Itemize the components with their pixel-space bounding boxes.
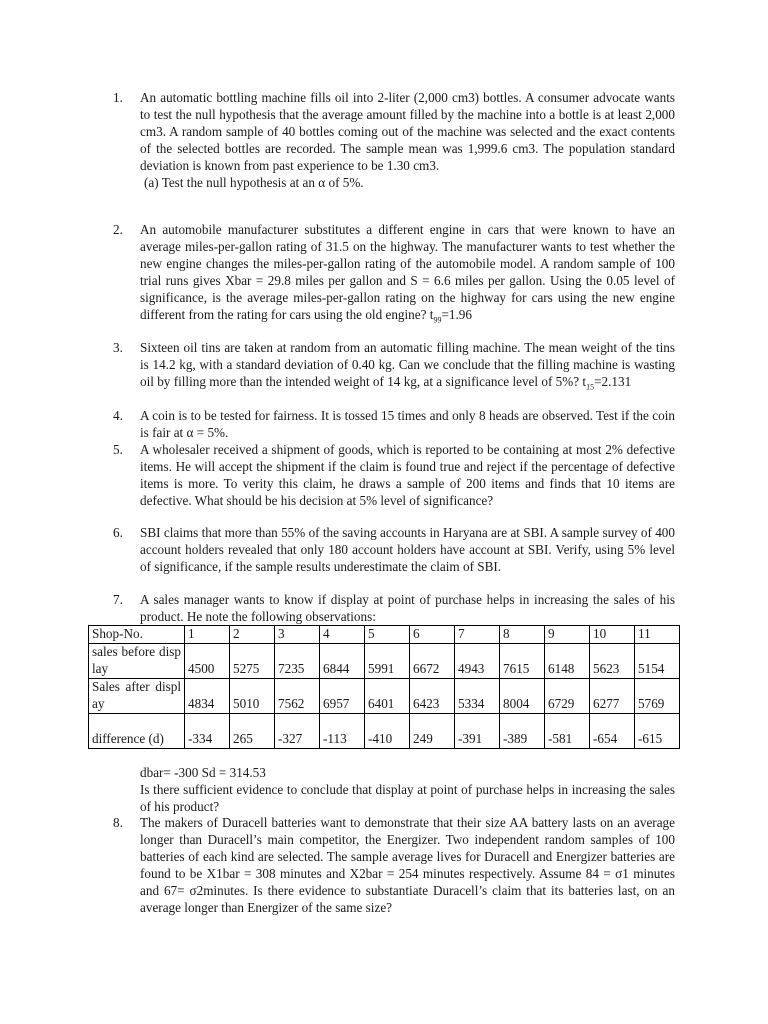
table-cell: 249 bbox=[410, 714, 455, 749]
question-text bbox=[140, 340, 675, 391]
table-cell: 6423 bbox=[410, 679, 455, 714]
table-cell: 5275 bbox=[230, 644, 275, 679]
question-text: An automatic bottling machine fills oil into 2-liter (2,000 cm3) bottles. A consumer advocate wants to test the null hypothesis that the average amount filled by the machine into a bottle is at least 2,000 cm3. A random sample of 40 bottles coming out of the machine was selected and the exact contents of the selected bottles are recorded. The sample mean was 1,999.6 cm3. The population standard deviation is known from past experience to be 1.30 cm3. bbox=[140, 90, 675, 173]
table-row bbox=[89, 644, 680, 679]
table-cell: 265 bbox=[230, 714, 275, 749]
table-cell: 7615 bbox=[500, 644, 545, 679]
question-7-followup: Is there sufficient evidence to conclude that display at point of purchase helps in increasing the sales of his product? bbox=[140, 782, 675, 814]
question-number: 3. bbox=[113, 340, 123, 355]
table-cell: -334 bbox=[185, 714, 230, 749]
table-cell: 4943 bbox=[455, 644, 500, 679]
table-row bbox=[89, 714, 680, 749]
table-header-cell: 11 bbox=[635, 626, 680, 644]
t-value: =1.96 bbox=[441, 306, 472, 322]
table-cell: 5154 bbox=[635, 644, 680, 679]
question-1 bbox=[113, 90, 675, 191]
table-header-cell: 8 bbox=[500, 626, 545, 644]
question-text: SBI claims that more than 55% of the saving accounts in Haryana are at SBI. A sample survey of 400 account holders revealed that only 180 account holders have account at SBI. Verify, using 5% level of significance, if the sample results underestimate the claim of SBI. bbox=[140, 525, 675, 574]
question-4 bbox=[113, 408, 675, 442]
question-2 bbox=[113, 222, 675, 323]
row-label-difference: difference (d) bbox=[89, 714, 185, 749]
table-cell: 5334 bbox=[455, 679, 500, 714]
table-cell: 5623 bbox=[590, 644, 635, 679]
table-cell: 4834 bbox=[185, 679, 230, 714]
table-cell: 7562 bbox=[275, 679, 320, 714]
table-cell: 7235 bbox=[275, 644, 320, 679]
table-cell: 6957 bbox=[320, 679, 365, 714]
question-text-main: Sixteen oil tins are taken at random from an automatic filling machine. The mean weight of the tins is 14.2 kg, with a standard deviation of 0.40 kg. Can we conclude that the filling machine is wasting oil by filling more than the intended weight of 14 kg, at a significance level of 5%? t bbox=[140, 340, 675, 389]
question-number: 1. bbox=[113, 90, 123, 105]
table-cell: -113 bbox=[320, 714, 365, 749]
question-text: A sales manager wants to know if display at point of purchase helps in increasing the sales of his product. He note the following observations: bbox=[140, 592, 675, 624]
question-number: 4. bbox=[113, 408, 123, 423]
table-header-cell: 7 bbox=[455, 626, 500, 644]
row-label-sales-before: sales before display bbox=[89, 644, 185, 679]
table-cell: 6844 bbox=[320, 644, 365, 679]
table-cell: 6401 bbox=[365, 679, 410, 714]
question-7 bbox=[113, 592, 675, 626]
table-cell: -581 bbox=[545, 714, 590, 749]
question-number: 2. bbox=[113, 222, 123, 237]
table-cell: -327 bbox=[275, 714, 320, 749]
table-cell: -410 bbox=[365, 714, 410, 749]
table-header-cell: 2 bbox=[230, 626, 275, 644]
question-8 bbox=[113, 815, 675, 916]
t-subscript: 99 bbox=[433, 315, 442, 325]
question-text bbox=[140, 222, 675, 323]
question-text: The makers of Duracell batteries want to demonstrate that their size AA battery lasts on an average longer than Duracell’s main competitor, the Energizer. Two independent random samples of 100 batteries of each kind are selected. The sample average lives for Duracell and Energizer batteries are found to be X1bar = 308 minutes and X2bar = 254 minutes respectively. Assume 84 = σ1 minutes and 67= σ2minutes. Is there evidence to substantiate Duracell’s claim that its batteries last, on an average longer than Energizer of the same size? bbox=[140, 815, 675, 915]
summary-stats: dbar= -300 Sd = 314.53 bbox=[140, 765, 266, 780]
question-5 bbox=[113, 442, 675, 510]
table-header-cell: 4 bbox=[320, 626, 365, 644]
sub-question-a: (a) Test the null hypothesis at an α of 5%. bbox=[144, 174, 364, 190]
question-text: A wholesaler received a shipment of goods, which is reported to be containing at most 2% defective items. He will accept the shipment if the claim is found true and reject if the percentage of defective items is more. To verity this claim, he draws a sample of 200 items and finds that 10 items are defective. What should be his decision at 5% level of significance? bbox=[140, 442, 675, 508]
table-cell: 5991 bbox=[365, 644, 410, 679]
table-header-cell: 1 bbox=[185, 626, 230, 644]
table-header-cell: 3 bbox=[275, 626, 320, 644]
table-cell: 4500 bbox=[185, 644, 230, 679]
t-value: =2.131 bbox=[594, 373, 632, 389]
table-cell: -615 bbox=[635, 714, 680, 749]
table-cell: -391 bbox=[455, 714, 500, 749]
observations-table bbox=[88, 625, 680, 749]
table-header-cell: 10 bbox=[590, 626, 635, 644]
table-header-cell: Shop-No. bbox=[89, 626, 185, 644]
table-row bbox=[89, 679, 680, 714]
table-header-row bbox=[89, 626, 680, 644]
question-number: 8. bbox=[113, 815, 123, 830]
table-cell: 6672 bbox=[410, 644, 455, 679]
question-number: 5. bbox=[113, 442, 123, 457]
table-cell: 6729 bbox=[545, 679, 590, 714]
table-cell: 6148 bbox=[545, 644, 590, 679]
table-header-cell: 5 bbox=[365, 626, 410, 644]
t-subscript: 15 bbox=[586, 382, 595, 392]
table-header-cell: 9 bbox=[545, 626, 590, 644]
table-header-cell: 6 bbox=[410, 626, 455, 644]
table-cell: -654 bbox=[590, 714, 635, 749]
table-cell: 5769 bbox=[635, 679, 680, 714]
question-text: A coin is to be tested for fairness. It is tossed 15 times and only 8 heads are observed. Test if the coin is fair at α = 5%. bbox=[140, 408, 675, 440]
table-cell: 8004 bbox=[500, 679, 545, 714]
question-number: 6. bbox=[113, 525, 123, 540]
table-cell: 6277 bbox=[590, 679, 635, 714]
table-cell: -389 bbox=[500, 714, 545, 749]
question-3 bbox=[113, 340, 675, 391]
row-label-sales-after: Sales after display bbox=[89, 679, 185, 714]
table-cell: 5010 bbox=[230, 679, 275, 714]
question-6 bbox=[113, 525, 675, 576]
question-text-main: An automobile manufacturer substitutes a different engine in cars that were known to have an average miles-per-gallon rating of 31.5 on the highway. The manufacturer wants to test whether the new engine changes the miles-per-gallon rating of the automobile model. A random sample of 100 trial runs gives Xbar = 29.8 miles per gallon and S = 6.6 miles per gallon. Using the 0.05 level of significance, is the average miles-per-gallon rating on the highway for cars using the new engine different from the rating for cars using the old engine? t bbox=[140, 222, 675, 322]
question-number: 7. bbox=[113, 592, 123, 607]
